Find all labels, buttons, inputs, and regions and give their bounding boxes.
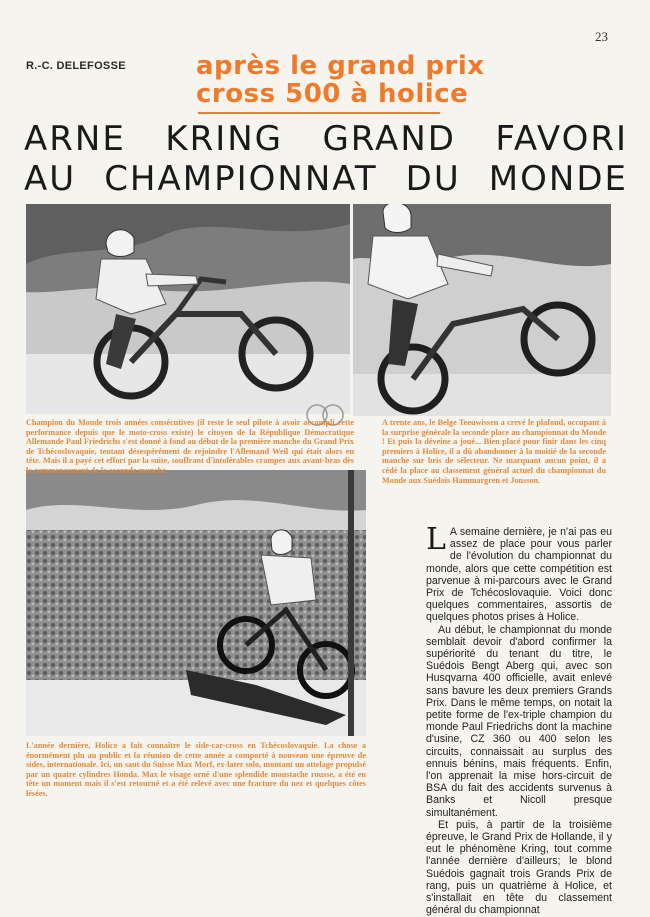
article-paragraph-2: Au début, le championnat du monde semblait devoir d'abord confirmer la supériorité du tenant du titre, le Suédois Bengt Aberg qui, avec son Husqvarna 400 officielle, avait enlevé sans bavure les deux premiers Grands Prix. Dans le même temps, on notait la petite forme de l'ex-triple champion du monde Paul Friedrichs dont la machine d'usine, CZ 360 ou 400 selon les circuits, connaissait au surplus des ennuis bénins, mais fréquents. Enfin, l'on apprenait la mise hors-circuit de BSA du fait des accidents survenus à Banks et Nicoll presque simultanément. bbox=[426, 623, 612, 819]
kicker-line-2: cross 500 à holice bbox=[196, 79, 469, 109]
headline-line-2: AU CHAMPIONNAT DU MONDE bbox=[24, 159, 628, 199]
photo-sidecar-jump bbox=[26, 470, 366, 736]
photo-sidecar-jump-image bbox=[26, 470, 366, 736]
kicker-line-1: après le grand prix bbox=[196, 51, 485, 81]
kicker-title bbox=[196, 51, 485, 109]
headline-line-1: ARNE KRING GRAND FAVORI bbox=[24, 119, 628, 159]
caption-sidecar: L'année dernière, Holice a fait connaître le side-car-cross en Tchécoslovaquie. La chose a énormément plu au public et la réunion de cette année a comporté à nouveau une épreuve de sides, internationale. Ici, un saut du Suisse Max Morf, ex-later solo, montant un attelage propulsé par un quatre cylindres Honda. Max le visage orné d'une splendide moustache rousse, a été en tête un moment mais il s'est retourné et a été relevé avec une fracture du nez et quelques côtes lésées. bbox=[26, 741, 366, 798]
photo-teeuwissen-image bbox=[353, 204, 611, 416]
author-byline: R.-C. DELEFOSSE bbox=[26, 60, 126, 72]
page-number: 23 bbox=[595, 29, 608, 44]
caption-friedrichs: Champion du Monde trois années consécutives (il reste le seul pilote à avoir accompli cette performance depuis que le moto-cross existe) le citoyen de la République Démocratique Allemande Paul Friedrichs s'est donné à fond au début de la première manche du Grand Prix de Tchécoslovaquie, tentant désespérément de rejoindre l'Allemand Weil qui était alors en tête. Mais il a payé cet effort par la suite, souffrant d'intolérables crampes aux avant-bras dès le commencement de la seconde manche. bbox=[26, 418, 354, 475]
photo-friedrichs bbox=[26, 204, 350, 414]
article-paragraph-3: Et puis, à partir de la troisième épreuve, le Grand Prix de Hollande, il y eut le phénomène Kring, tout comme l'année dernière d'ailleurs; le blond Suédois gagnait trois Grands Prix de rang, puis un quatrième à Holice, et s'installait en tête du classement général du championnat bbox=[426, 818, 612, 917]
article-body bbox=[426, 522, 612, 917]
photo-teeuwissen bbox=[353, 204, 611, 416]
caption-teeuwissen: A trente ans, le Belge Teeuwissen a crevé le plafond, occupant à la surprise générale la seconde place au championnat du Monde ! Et puis la déveine a joué... Bien placé pour finir dans les cinq premiers à Holice, il a dû abandonner à la moitié de la seconde manche sur bris de sélecteur. Ne marquant aucun point, il a cédé la place au classement général actuel du championnat du Monde aux Suédois Hammargren et Jonsson. bbox=[382, 418, 606, 485]
drop-cap: L bbox=[426, 522, 446, 557]
article-paragraph-1-text: A semaine dernière, je n'ai pas eu assez de place pour vous parler de l'évolution du championnat du monde, alors que cette compétition est parvenue à mi-parcours avec le Grand Prix de Tchécoslovaquie. Voici donc quelques commentaires, assortis de quelques photos prises à Holice. bbox=[426, 526, 612, 624]
article-paragraph-1 bbox=[426, 522, 612, 624]
kicker-rule bbox=[198, 112, 440, 114]
photo-friedrichs-image bbox=[26, 204, 350, 414]
